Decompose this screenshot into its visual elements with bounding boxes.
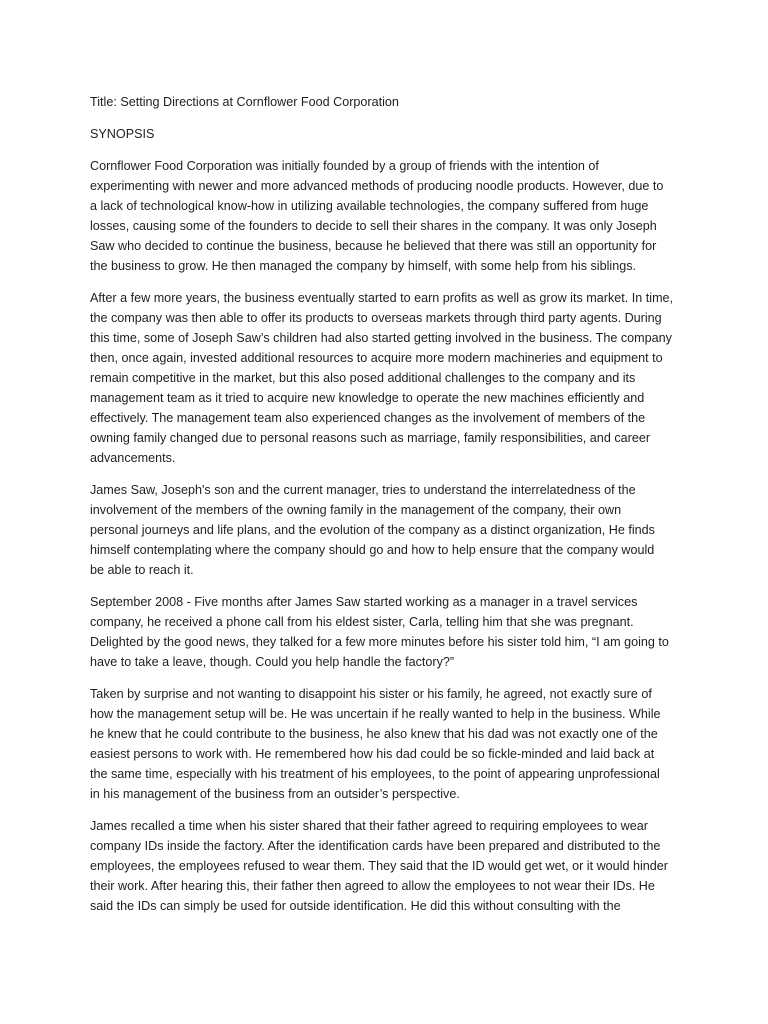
paragraph-line: management team as it tried to acquire new knowledge to operate the new machines efficiently and [90, 391, 645, 405]
paragraph-line: James recalled a time when his sister shared that their father agreed to requiring employees to wear [90, 819, 648, 833]
document-title: Title: Setting Directions at Cornflower Food Corporation [90, 95, 399, 109]
paragraph-line: then, once again, invested additional resources to acquire more modern machineries and equipment to [90, 351, 663, 365]
paragraph-line: owning family changed due to personal reasons such as marriage, family responsibilities, and career [90, 431, 651, 445]
paragraph-line: After a few more years, the business eventually started to earn profits as well as grow its market. In time, [90, 291, 674, 305]
paragraph-line: easiest persons to work with. He remembered how his dad could be so fickle-minded and laid back at [90, 747, 655, 761]
paragraph-line: Delighted by the good news, they talked for a few more minutes before his sister told him, “I am going to [90, 635, 669, 649]
paragraph-line: September 2008 - Five months after James Saw started working as a manager in a travel services [90, 595, 638, 609]
paragraph-line: effectively. The management team also experienced changes as the involvement of members of the [90, 411, 646, 425]
paragraph-2 [90, 288, 685, 468]
paragraph-line: losses, causing some of the founders to decide to sell their shares in the company. It was only Joseph [90, 219, 657, 233]
paragraph-line: he knew that he could contribute to the business, he also knew that his dad was not exactly one of the [90, 727, 658, 741]
paragraph-line: himself contemplating where the company should go and how to help ensure that the company would [90, 543, 655, 557]
paragraph-3 [90, 480, 685, 580]
paragraph-5 [90, 684, 685, 804]
paragraph-line: the company was then able to offer its products to overseas markets through third party agents. During [90, 311, 662, 325]
paragraph-4 [90, 592, 685, 672]
paragraph-line: James Saw, Joseph's son and the current manager, tries to understand the interrelatedness of the [90, 483, 636, 497]
paragraph-line: advancements. [90, 451, 176, 465]
paragraph-line: employees, the employees refused to wear them. They said that the ID would get wet, or it would hinder [90, 859, 668, 873]
paragraph-line: how the management setup will be. He was uncertain if he really wanted to help in the business. While [90, 707, 661, 721]
paragraph-line: Saw who decided to continue the business, because he believed that there was still an opportunity for [90, 239, 657, 253]
paragraph-line: this time, some of Joseph Saw’s children had also started getting involved in the business. The company [90, 331, 672, 345]
paragraph-line: be able to reach it. [90, 563, 194, 577]
paragraph-line: a lack of technological know-how in utilizing available technologies, the company suffered from huge [90, 199, 649, 213]
paragraph-line: company, he received a phone call from his eldest sister, Carla, telling him that she was pregnant. [90, 615, 634, 629]
paragraph-line: the same time, especially with his treatment of his employees, to the point of appearing unprofessional [90, 767, 660, 781]
paragraph-line: their work. After hearing this, their father then agreed to allow the employees to not wear their IDs. He [90, 879, 655, 893]
paragraph-line: remain competitive in the market, but this also posed additional challenges to the company and its [90, 371, 636, 385]
paragraph-1 [90, 156, 685, 276]
document-body [90, 92, 685, 928]
paragraph-line: the business to grow. He then managed the company by himself, with some help from his siblings. [90, 259, 637, 273]
section-heading-synopsis: SYNOPSIS [90, 127, 155, 141]
paragraph-line: personal journeys and life plans, and the evolution of the company as a distinct organization, He finds [90, 523, 655, 537]
paragraph-line: experimenting with newer and more advanced methods of producing noodle products. However, due to [90, 179, 664, 193]
paragraph-line: Cornflower Food Corporation was initially founded by a group of friends with the intention of [90, 159, 599, 173]
paragraph-line: in his management of the business from an outsider’s perspective. [90, 787, 460, 801]
paragraph-line: involvement of the members of the owning family in the management of the company, their own [90, 503, 622, 517]
paragraph-line: Taken by surprise and not wanting to disappoint his sister or his family, he agreed, not exactly sure of [90, 687, 652, 701]
paragraph-line: said the IDs can simply be used for outside identification. He did this without consulting with the [90, 899, 621, 913]
paragraph-line: have to take a leave, though. Could you help handle the factory?” [90, 655, 455, 669]
paragraph-line: company IDs inside the factory. After the identification cards have been prepared and distributed to the [90, 839, 661, 853]
paragraph-6 [90, 816, 685, 916]
